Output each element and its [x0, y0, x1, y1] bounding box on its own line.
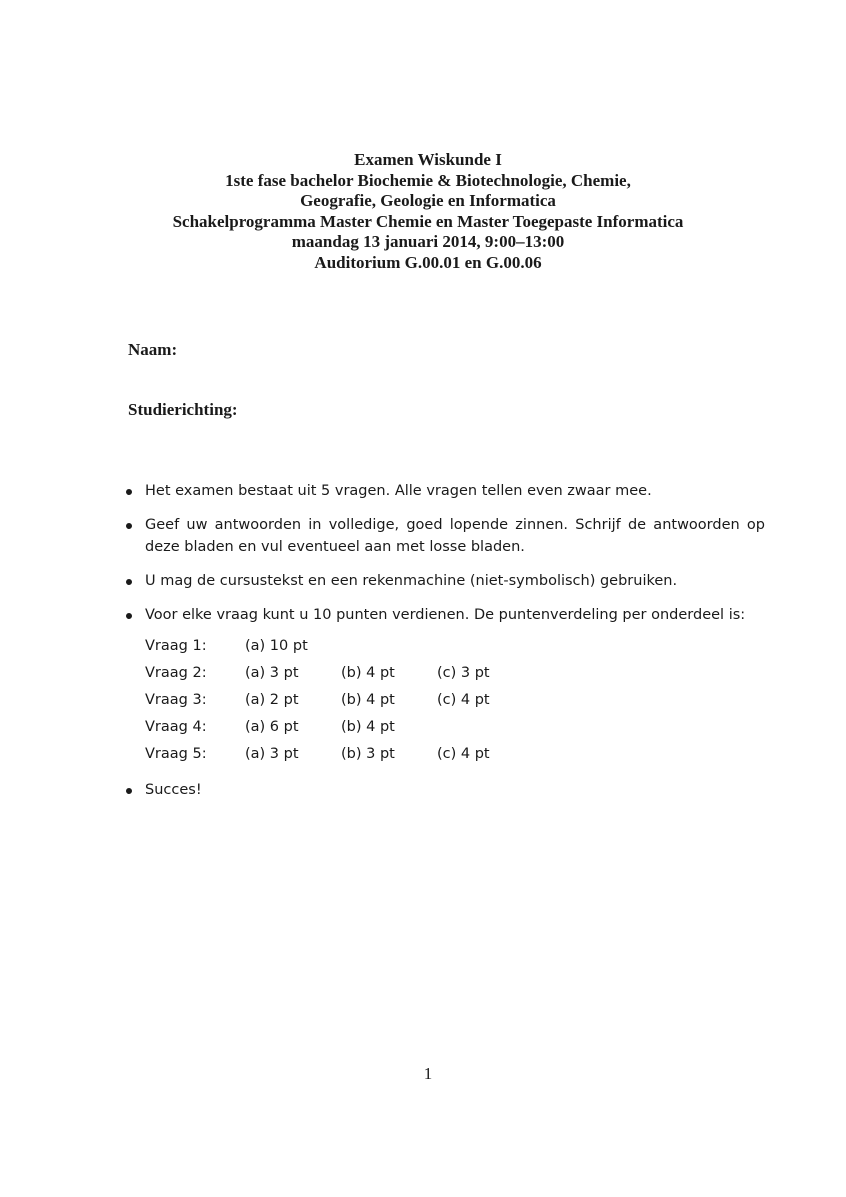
- header-line-programs-cont: Geografie, Geologie en Informatica: [300, 191, 556, 210]
- bullet-icon: [126, 788, 132, 794]
- part-c-points: (c) 3 pt: [437, 664, 490, 681]
- instructions-list: [125, 480, 765, 813]
- bullet-icon: [126, 523, 132, 529]
- part-c-points: (c) 4 pt: [437, 691, 490, 708]
- header-line-schakelprogramma: Schakelprogramma Master Chemie en Master Toegepaste Informatica: [172, 211, 684, 231]
- instruction-text: Het examen bestaat uit 5 vragen. Alle vragen tellen even zwaar mee.: [145, 483, 652, 499]
- exam-title: Examen Wiskunde I: [354, 150, 502, 169]
- bullet-icon: [126, 613, 132, 619]
- part-a-points: (a) 3 pt: [245, 745, 299, 762]
- points-row: [145, 686, 765, 713]
- instruction-text: Geef uw antwoorden in volledige, goed lopende zinnen. Schrijf de antwoorden op deze bladen en vul eventueel aan met losse bladen.: [145, 517, 765, 555]
- part-c-points: (c) 4 pt: [437, 745, 490, 762]
- study-program-field-label: Studierichting:: [128, 400, 238, 419]
- part-a-points: (a) 2 pt: [245, 691, 299, 708]
- points-row: [145, 632, 765, 659]
- instruction-item: [125, 514, 765, 558]
- points-row: [145, 713, 765, 740]
- part-b-points: (b) 3 pt: [341, 745, 395, 762]
- part-a-points: (a) 3 pt: [245, 664, 299, 681]
- bullet-icon: [126, 579, 132, 585]
- instruction-item: [125, 779, 765, 801]
- instruction-item: [125, 604, 765, 767]
- exam-header: [0, 150, 846, 273]
- points-row: [145, 659, 765, 686]
- header-line-location: Auditorium G.00.01 en G.00.06: [314, 252, 542, 272]
- part-a-points: (a) 10 pt: [245, 637, 308, 654]
- question-label: Vraag 5:: [145, 745, 207, 762]
- part-b-points: (b) 4 pt: [341, 718, 395, 735]
- page-number: 1: [423, 1064, 433, 1083]
- part-b-points: (b) 4 pt: [341, 691, 395, 708]
- name-field-label: Naam:: [128, 340, 178, 359]
- instruction-item: [125, 570, 765, 592]
- part-a-points: (a) 6 pt: [245, 718, 299, 735]
- instruction-item: [125, 480, 765, 502]
- question-label: Vraag 3:: [145, 691, 207, 708]
- header-line-date: maandag 13 januari 2014, 9:00–13:00: [291, 232, 565, 251]
- part-b-points: (b) 4 pt: [341, 664, 395, 681]
- points-distribution-table: [145, 632, 765, 767]
- header-line-programs: 1ste fase bachelor Biochemie & Biotechnologie, Chemie,: [225, 170, 631, 190]
- closing-text: Succes!: [145, 782, 202, 798]
- points-row: [145, 740, 765, 767]
- question-label: Vraag 4:: [145, 718, 207, 735]
- instruction-text: Voor elke vraag kunt u 10 punten verdienen. De puntenverdeling per onderdeel is:: [145, 607, 746, 623]
- bullet-icon: [126, 489, 132, 495]
- instruction-text: U mag de cursustekst en een rekenmachine (niet-symbolisch) gebruiken.: [145, 573, 678, 589]
- question-label: Vraag 2:: [145, 664, 207, 681]
- question-label: Vraag 1:: [145, 637, 207, 654]
